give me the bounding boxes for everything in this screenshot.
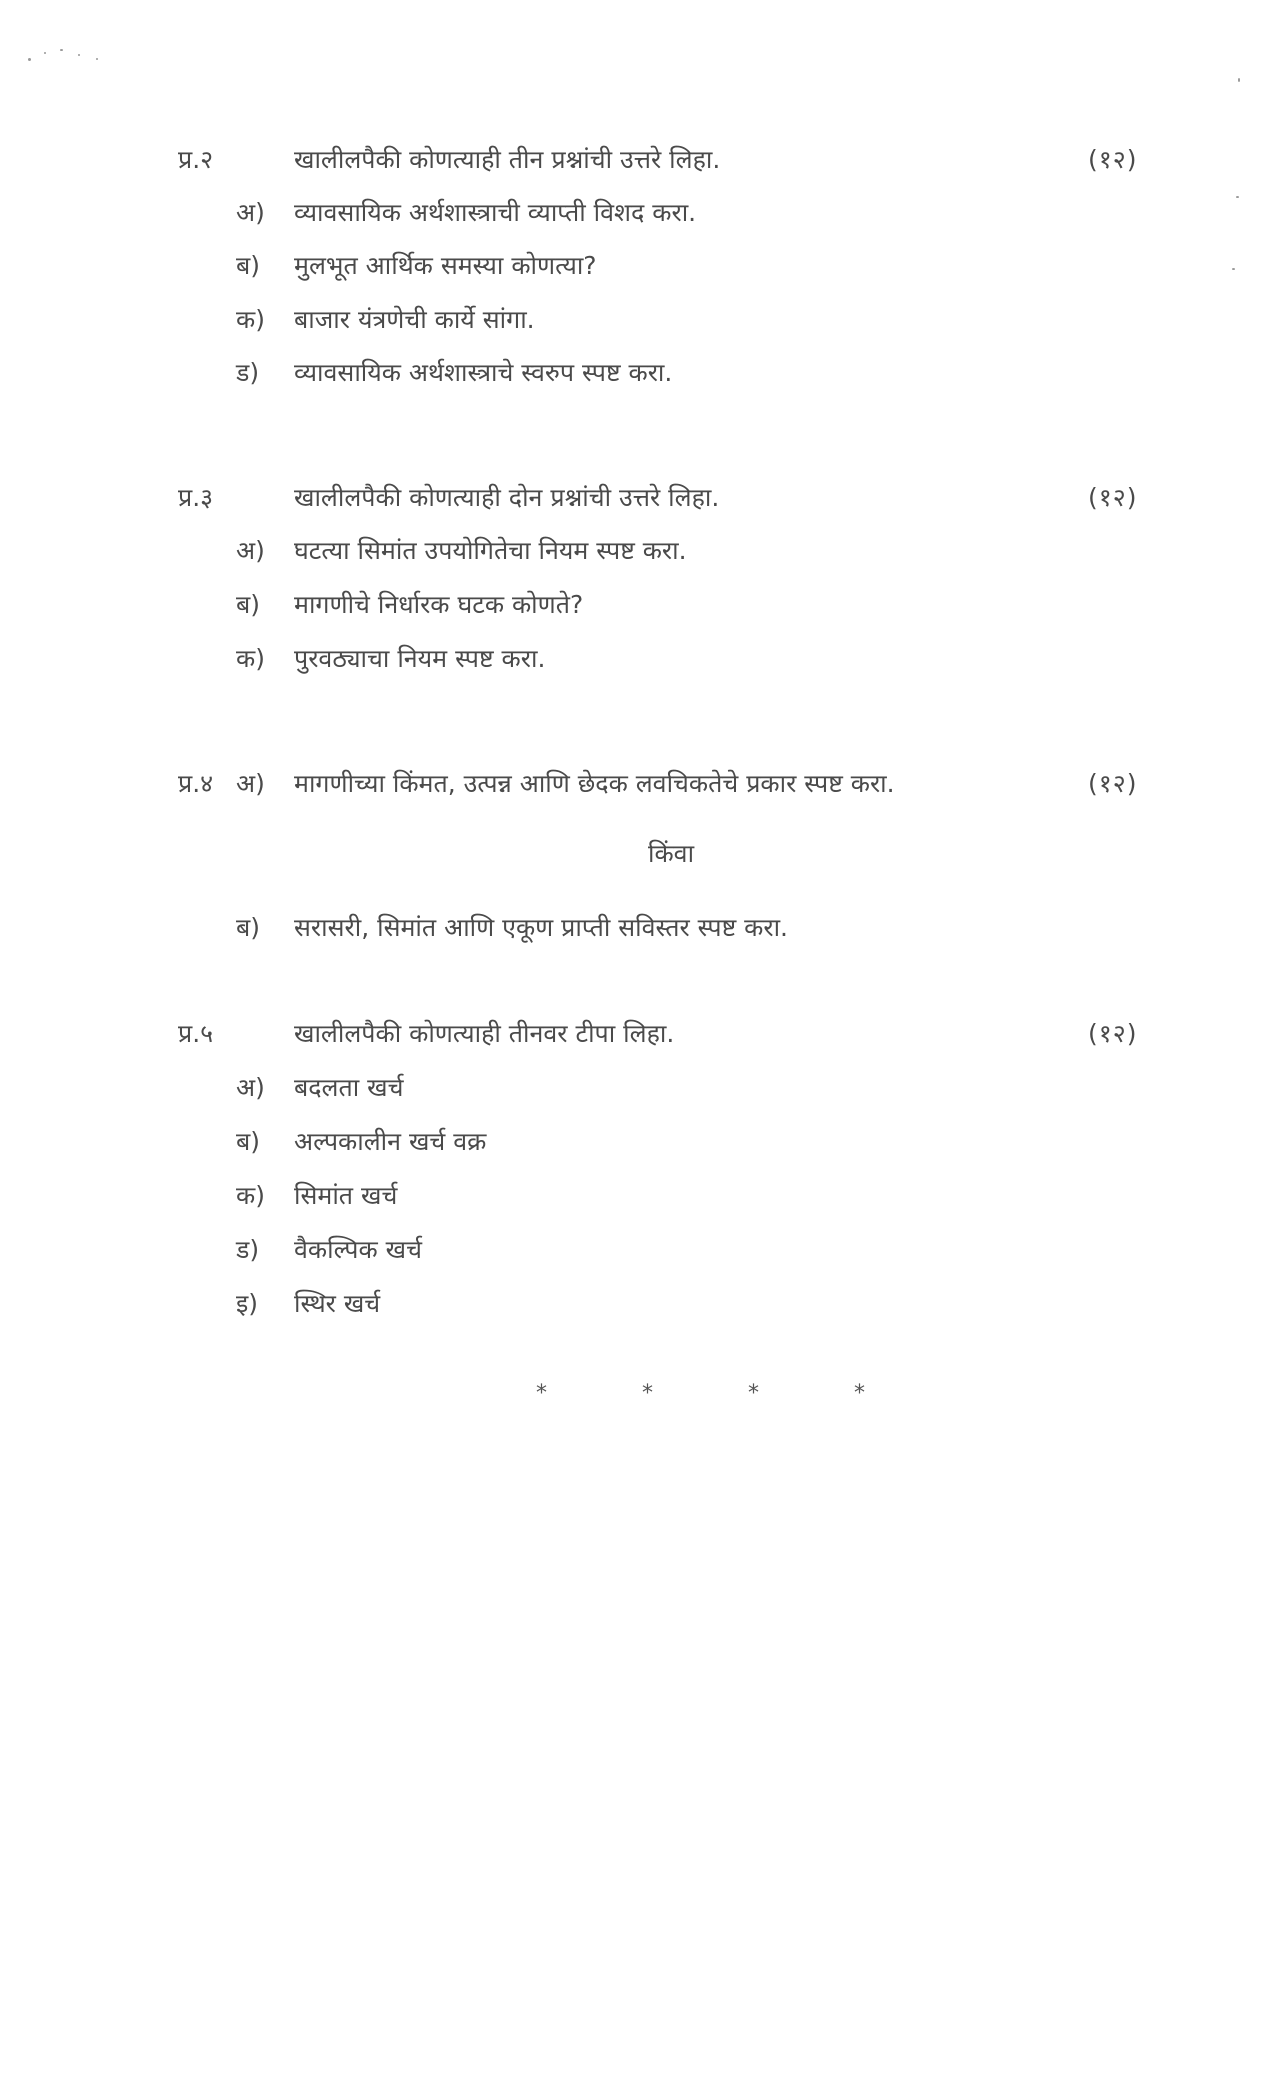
option-letter: अ)	[236, 536, 265, 565]
option-text: मागणीच्या किंमत, उत्पन्न आणि छेदक लवचिकतेचे प्रकार स्पष्ट करा.	[294, 769, 895, 798]
scan-speck	[1232, 268, 1235, 270]
scan-speck	[60, 49, 63, 51]
scan-speck	[1236, 196, 1239, 198]
scan-speck	[78, 54, 80, 56]
option-text: व्यावसायिक अर्थशास्त्राची व्याप्ती विशद करा.	[294, 198, 697, 227]
end-marker: * * * *	[536, 1381, 909, 1406]
scan-speck	[1238, 78, 1240, 82]
question-number: प्र.४	[178, 769, 214, 798]
option-text: बदलता खर्च	[294, 1073, 404, 1102]
option-letter: ब)	[236, 913, 261, 942]
option-text: मुलभूत आर्थिक समस्या कोणत्या?	[294, 251, 597, 280]
question-marks: (१२)	[1088, 145, 1138, 174]
option-letter: ब)	[236, 590, 261, 619]
option-letter: क)	[236, 644, 265, 673]
question-text: खालीलपैकी कोणत्याही तीन प्रश्नांची उत्तरे लिहा.	[294, 145, 721, 174]
option-text: मागणीचे निर्धारक घटक कोणते?	[294, 590, 584, 619]
question-marks: (१२)	[1088, 1019, 1138, 1048]
option-text: पुरवठ्याचा नियम स्पष्ट करा.	[294, 644, 546, 673]
option-text: व्यावसायिक अर्थशास्त्राचे स्वरुप स्पष्ट करा.	[294, 358, 673, 387]
option-text: सिमांत खर्च	[294, 1181, 398, 1210]
option-letter: ब)	[236, 1127, 261, 1156]
option-text: स्थिर खर्च	[294, 1289, 381, 1318]
scan-speck	[96, 58, 98, 60]
question-text: खालीलपैकी कोणत्याही दोन प्रश्नांची उत्तरे लिहा.	[294, 483, 720, 512]
option-text: घटत्या सिमांत उपयोगितेचा नियम स्पष्ट करा.	[294, 536, 687, 565]
question-marks: (१२)	[1088, 483, 1138, 512]
option-letter: अ)	[236, 769, 265, 798]
option-text: अल्पकालीन खर्च वक्र	[294, 1127, 487, 1156]
scan-speck	[28, 58, 31, 61]
question-number: प्र.२	[178, 145, 214, 174]
option-letter: इ)	[236, 1289, 259, 1318]
scan-speck	[44, 52, 46, 54]
option-text: वैकल्पिक खर्च	[294, 1235, 422, 1264]
question-text: खालीलपैकी कोणत्याही तीनवर टीपा लिहा.	[294, 1019, 675, 1048]
option-text: सरासरी, सिमांत आणि एकूण प्राप्ती सविस्तर स्पष्ट करा.	[294, 913, 788, 942]
option-letter: क)	[236, 1181, 265, 1210]
option-letter: ब)	[236, 251, 261, 280]
option-letter: अ)	[236, 1073, 265, 1102]
option-letter: अ)	[236, 198, 265, 227]
question-marks: (१२)	[1088, 769, 1138, 798]
option-text: बाजार यंत्रणेची कार्ये सांगा.	[294, 305, 535, 334]
or-separator: किंवा	[648, 839, 695, 868]
option-letter: क)	[236, 305, 265, 334]
option-letter: ड)	[236, 1235, 260, 1264]
question-number: प्र.३	[178, 483, 214, 512]
option-letter: ड)	[236, 358, 260, 387]
question-number: प्र.५	[178, 1019, 214, 1048]
